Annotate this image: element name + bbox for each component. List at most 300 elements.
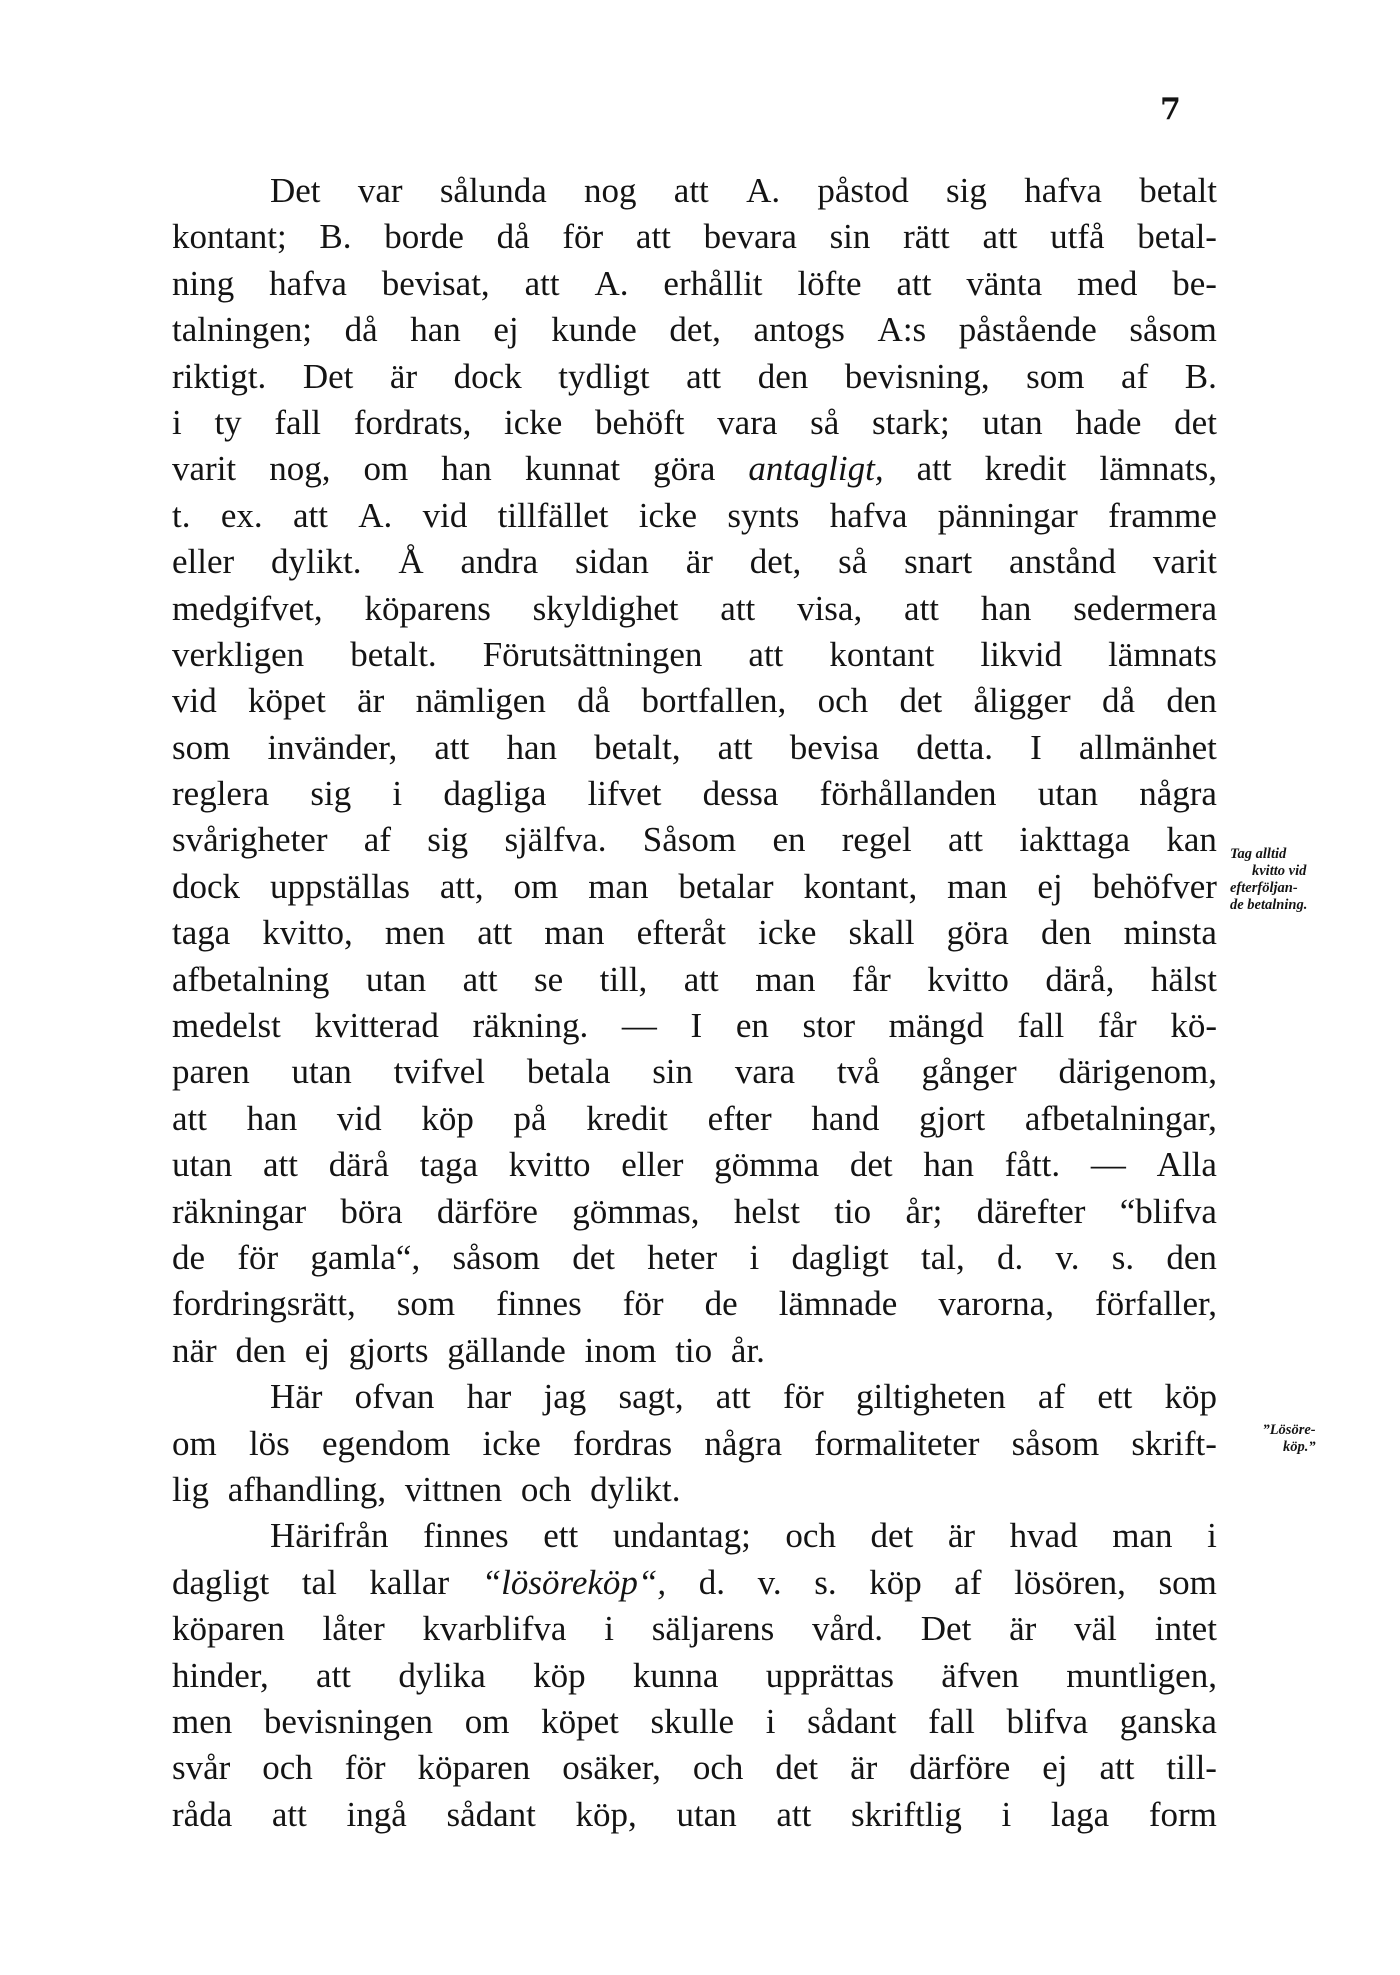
word: det: [849, 1145, 893, 1185]
word: han: [506, 727, 557, 767]
word: lämnats: [1108, 634, 1217, 674]
word: gömma: [714, 1145, 820, 1185]
word: hade: [1075, 402, 1142, 442]
word: lös: [248, 1423, 290, 1463]
word: då: [344, 310, 378, 350]
word: icke: [758, 913, 817, 953]
word: gånger: [921, 1052, 1017, 1092]
word: skriftlig: [851, 1794, 962, 1834]
word: att: [263, 1145, 298, 1185]
word: kallar: [369, 1562, 450, 1602]
word: att: [896, 263, 932, 303]
word: köp: [869, 1562, 922, 1602]
text-line: [172, 1049, 1217, 1095]
word: gamla“,: [310, 1237, 421, 1277]
word: i: [392, 774, 403, 814]
word: vid: [172, 681, 217, 721]
word: för: [782, 1377, 824, 1417]
word: vid: [422, 495, 468, 535]
word: anstånd: [1009, 542, 1116, 582]
word: muntligen,: [1066, 1655, 1217, 1695]
word: vänta: [966, 263, 1043, 303]
word: fall: [274, 402, 322, 442]
word: det,: [669, 310, 721, 350]
word: paren: [172, 1052, 250, 1092]
text-line: [172, 957, 1217, 1003]
word: man: [544, 913, 605, 953]
text-line: [172, 632, 1217, 678]
word: dagligt: [791, 1237, 889, 1277]
word: utan: [982, 402, 1043, 442]
word: sin: [652, 1052, 694, 1092]
word: förfaller,: [1095, 1284, 1217, 1324]
text-line: [172, 725, 1217, 771]
word: nämligen: [415, 681, 546, 721]
word: som: [396, 1284, 456, 1324]
text-line: [172, 1328, 1217, 1374]
word: ganska: [1119, 1701, 1217, 1741]
word: köp: [533, 1655, 586, 1695]
word: lämnats,: [1099, 449, 1217, 489]
word: minsta: [1123, 913, 1217, 953]
word: taga: [419, 1145, 479, 1185]
word: dylikt.: [271, 542, 362, 582]
word: så: [810, 402, 840, 442]
word: några: [1139, 774, 1217, 814]
word: utan: [1037, 774, 1099, 814]
word: af: [954, 1562, 982, 1602]
word: kö-: [1170, 1006, 1217, 1046]
word: kvitterad: [314, 1006, 439, 1046]
text-line: [172, 771, 1217, 817]
word: vid: [336, 1098, 382, 1138]
word: fordrats,: [353, 402, 472, 442]
word: skrift-: [1131, 1423, 1217, 1463]
word: den: [1166, 1237, 1217, 1277]
margin-note-line: Tag alltid: [1230, 846, 1287, 862]
word: vara: [734, 1052, 796, 1092]
word: det,: [749, 542, 802, 582]
word: icke: [482, 1423, 541, 1463]
word: ty: [214, 402, 242, 442]
word: kontant: [829, 634, 935, 674]
word: därföre: [909, 1748, 1011, 1788]
text-line: [172, 678, 1217, 724]
text-line: [172, 1374, 1217, 1420]
text-line: [172, 1699, 1217, 1745]
word: kunna: [632, 1655, 719, 1695]
text-line: [172, 1421, 1217, 1467]
word: hafva: [829, 495, 908, 535]
word: egendom: [322, 1423, 451, 1463]
word: borde: [384, 217, 464, 257]
word: talningen;: [172, 310, 312, 350]
word: —: [621, 1006, 657, 1046]
word: ett: [1097, 1377, 1133, 1417]
word: visa,: [797, 588, 863, 628]
word: och: [262, 1748, 313, 1788]
word: att,: [439, 866, 484, 906]
word: hafva: [1024, 171, 1102, 210]
word: ofvan: [354, 1377, 435, 1417]
word: kvitto: [508, 1145, 591, 1185]
word: ingå: [346, 1794, 407, 1834]
word: bevara: [703, 217, 797, 257]
word: säljarens: [651, 1609, 775, 1649]
text-line: [172, 910, 1217, 956]
text-line: [172, 1745, 1217, 1791]
word: upprättas: [765, 1655, 894, 1695]
word: göra: [946, 913, 1009, 953]
word: att: [748, 634, 784, 674]
word: B.: [319, 217, 352, 257]
word: nog,: [269, 449, 331, 489]
word: sådant: [807, 1701, 897, 1741]
word: Å: [398, 542, 424, 582]
word: kvarblifva: [422, 1609, 567, 1649]
word: den: [1166, 681, 1217, 721]
word: formaliteter: [814, 1423, 980, 1463]
word: helst: [733, 1191, 800, 1231]
word: icke: [504, 402, 563, 442]
word: men: [384, 913, 446, 953]
word: han: [923, 1145, 974, 1185]
word: finnes: [423, 1516, 509, 1556]
word: A.: [358, 495, 393, 535]
word: det: [1174, 402, 1217, 442]
word: hälst: [1150, 959, 1217, 999]
word: se: [534, 959, 564, 999]
word: som: [1158, 1562, 1217, 1602]
word: att: [904, 588, 940, 628]
word: sig: [946, 171, 987, 210]
word: fordras: [573, 1423, 673, 1463]
word: stor: [802, 1006, 855, 1046]
text-line: [172, 586, 1217, 632]
word: behöfver: [1092, 866, 1217, 906]
text-line: [172, 1096, 1217, 1142]
word: i: [172, 402, 182, 442]
word: men: [172, 1701, 233, 1741]
word: det: [775, 1748, 819, 1788]
word: fått.: [1004, 1145, 1061, 1185]
word: lämnade: [778, 1284, 898, 1324]
word: att: [776, 1794, 812, 1834]
word: påstående: [958, 310, 1097, 350]
text-line: [172, 354, 1217, 400]
word: får: [851, 959, 891, 999]
word: att: [477, 913, 513, 953]
word: att: [686, 356, 722, 396]
word: synts: [727, 495, 800, 535]
line-text: lig afhandling, vittnen och dylikt.: [172, 1469, 681, 1509]
word: betalt,: [594, 727, 681, 767]
word: kredit: [984, 449, 1067, 489]
word: eller: [621, 1145, 684, 1185]
word: är: [850, 1748, 878, 1788]
word: har: [466, 1377, 512, 1417]
word: af: [1037, 1377, 1066, 1417]
word: finnes: [496, 1284, 582, 1324]
word: man: [588, 866, 649, 906]
word: medelst: [172, 1006, 281, 1046]
word: till,: [599, 959, 648, 999]
word: att: [1099, 1748, 1135, 1788]
word: skulle: [650, 1701, 735, 1741]
word: rätt: [903, 217, 950, 257]
word: köparen: [417, 1748, 531, 1788]
word: verkligen: [172, 634, 305, 674]
word: riktigt.: [172, 356, 267, 396]
word: då: [496, 217, 530, 257]
word: tio: [834, 1191, 872, 1231]
word: år;: [905, 1191, 943, 1231]
word: vård.: [812, 1609, 883, 1649]
word: uppställas: [269, 866, 410, 906]
word: gjort: [919, 1098, 986, 1138]
text-line: [172, 261, 1217, 307]
page-number: 7: [1160, 92, 1181, 127]
word: bortfallen,: [641, 681, 787, 721]
word: dock: [453, 356, 522, 396]
word: kredit: [586, 1098, 668, 1138]
word: tal: [301, 1562, 337, 1602]
word: betalt.: [350, 634, 437, 674]
word: likvid: [980, 634, 1063, 674]
word: i: [1001, 1794, 1012, 1834]
word: köp: [1164, 1377, 1217, 1417]
word: hvad: [1009, 1516, 1078, 1556]
word: köp: [421, 1098, 474, 1138]
word: svår: [172, 1748, 231, 1788]
word: antogs: [753, 310, 845, 350]
word: så: [838, 542, 868, 582]
text-line: [172, 1467, 1217, 1513]
word: på: [513, 1098, 547, 1138]
word: han: [980, 588, 1032, 628]
word: sedermera: [1073, 588, 1217, 628]
word: de: [172, 1237, 206, 1277]
word: bevisning,: [844, 356, 990, 396]
margin-note-line: ”Lösöre-: [1262, 1422, 1316, 1438]
word: d.: [996, 1237, 1024, 1277]
word: vara: [717, 402, 778, 442]
text-line: [172, 214, 1217, 260]
word: låter: [322, 1609, 385, 1649]
word: för: [562, 217, 604, 257]
word: hand: [811, 1098, 880, 1138]
word: ex.: [220, 495, 263, 535]
word: undantag;: [612, 1516, 751, 1556]
word: tal,: [920, 1237, 965, 1277]
word: i: [1207, 1516, 1217, 1556]
word: af: [363, 820, 391, 860]
word: v.: [757, 1562, 782, 1602]
margin-note-losorekop: [1243, 1422, 1316, 1456]
word: heter: [647, 1237, 718, 1277]
word: Alla: [1156, 1145, 1217, 1185]
word: varit: [1152, 542, 1217, 582]
word: några: [704, 1423, 783, 1463]
word: afbetalning: [172, 959, 330, 999]
text-line: [172, 539, 1217, 585]
word: behöft: [595, 402, 685, 442]
word: svårigheter: [172, 820, 328, 860]
word: är: [947, 1516, 976, 1556]
word: betala: [526, 1052, 611, 1092]
word: eller: [172, 542, 235, 582]
word: att: [316, 1655, 352, 1695]
word: räkningar: [172, 1191, 307, 1231]
word: det: [572, 1237, 615, 1277]
word: för: [622, 1284, 664, 1324]
word: s.: [814, 1562, 837, 1602]
word: v.: [1055, 1237, 1080, 1277]
word: lifvet: [587, 774, 662, 814]
word: själfva.: [504, 820, 607, 860]
word: varit: [172, 449, 237, 489]
word: regel: [841, 820, 912, 860]
word: nog: [584, 171, 637, 210]
word: detta.: [916, 727, 994, 767]
word: form: [1148, 1794, 1217, 1834]
word: A:s: [877, 310, 927, 350]
word: tydligt: [558, 356, 650, 396]
word: då: [1101, 681, 1136, 721]
word: som: [172, 727, 231, 767]
word: A.: [746, 171, 781, 210]
word: tvifvel: [393, 1052, 485, 1092]
word: råda: [172, 1794, 233, 1834]
word: köpet: [541, 1701, 619, 1741]
text-line: [172, 1513, 1217, 1559]
word: då: [577, 681, 611, 721]
word: dagligt: [172, 1562, 270, 1602]
word: med: [1077, 263, 1138, 303]
word: i: [604, 1609, 614, 1649]
word: ett: [543, 1516, 579, 1556]
word: är: [685, 542, 713, 582]
word: om: [172, 1423, 217, 1463]
word: hinder,: [172, 1655, 269, 1695]
word: varorna,: [938, 1284, 1054, 1324]
word: sig: [427, 820, 469, 860]
word: utan: [676, 1794, 737, 1834]
word: utfå: [1050, 217, 1105, 257]
word: lösören,: [1014, 1562, 1126, 1602]
line-text: när den ej gjorts gällande inom tio år.: [172, 1330, 765, 1370]
word: dylika: [398, 1655, 486, 1695]
word: antagligt,: [748, 449, 884, 489]
word: dessa: [702, 774, 779, 814]
word: att: [524, 263, 560, 303]
margin-note-line: kvitto vid: [1252, 863, 1307, 879]
word: det: [899, 681, 943, 721]
text-line: [172, 1560, 1217, 1606]
text-line: [172, 1606, 1217, 1652]
word: ej: [1042, 1748, 1068, 1788]
word: pänningar: [937, 495, 1078, 535]
word: att: [720, 588, 756, 628]
word: därå: [328, 1145, 389, 1185]
word: de: [704, 1284, 738, 1324]
word: betal-: [1137, 217, 1217, 257]
word: andra: [460, 542, 539, 582]
word: för: [237, 1237, 279, 1277]
word: sådant: [446, 1794, 536, 1834]
word: A.: [594, 263, 629, 303]
margin-note-kvitto: [1230, 846, 1307, 914]
margin-note-line: de betalning.: [1230, 897, 1308, 913]
word: gömmas,: [572, 1191, 700, 1231]
word: afbetalningar,: [1024, 1098, 1217, 1138]
word: stark;: [871, 402, 950, 442]
word: såsom: [452, 1237, 540, 1277]
word: får: [1097, 1006, 1137, 1046]
word: giltigheten: [856, 1377, 1006, 1417]
word: jag: [543, 1377, 587, 1417]
word: och: [817, 681, 869, 721]
word: räkning.: [472, 1006, 589, 1046]
word: han: [441, 449, 492, 489]
word: Det: [920, 1609, 972, 1649]
word: köp,: [575, 1794, 637, 1834]
word: osäker,: [562, 1748, 661, 1788]
word: det: [870, 1516, 914, 1556]
word: väl: [1074, 1609, 1117, 1649]
word: medgifvet,: [172, 588, 323, 628]
word: dock: [172, 866, 241, 906]
word: tillfället: [497, 495, 609, 535]
text-line: [172, 1792, 1217, 1838]
word: bevisat,: [381, 263, 490, 303]
word: efteråt: [636, 913, 727, 953]
word: utan: [172, 1145, 233, 1185]
word: är: [357, 681, 385, 721]
word: I: [690, 1006, 703, 1046]
word: iakttaga: [1019, 820, 1131, 860]
word: att: [683, 959, 719, 999]
word: hafva: [269, 263, 347, 303]
word: intet: [1154, 1609, 1217, 1649]
word: att: [916, 449, 952, 489]
text-line: [172, 1142, 1217, 1188]
word: att: [271, 1794, 307, 1834]
word: Det: [302, 356, 354, 396]
word: ning: [172, 263, 235, 303]
word: därföre: [436, 1191, 538, 1231]
word: sålunda: [439, 171, 547, 210]
word: d.: [698, 1562, 725, 1602]
word: köparens: [364, 588, 491, 628]
word: att: [635, 217, 671, 257]
word: Härifrån: [270, 1516, 389, 1556]
word: åligger: [973, 681, 1071, 721]
word: framme: [1108, 495, 1217, 535]
text-line: [172, 446, 1217, 492]
word: om: [513, 866, 559, 906]
word: Här: [270, 1377, 323, 1417]
word: till-: [1166, 1748, 1217, 1788]
word: att: [948, 820, 984, 860]
word: en: [735, 1006, 769, 1046]
word: sidan: [575, 542, 649, 582]
word: den: [757, 356, 809, 396]
word: B.: [1184, 356, 1217, 396]
word: taga: [172, 913, 231, 953]
word: som: [1026, 356, 1085, 396]
word: därefter: [976, 1191, 1086, 1231]
